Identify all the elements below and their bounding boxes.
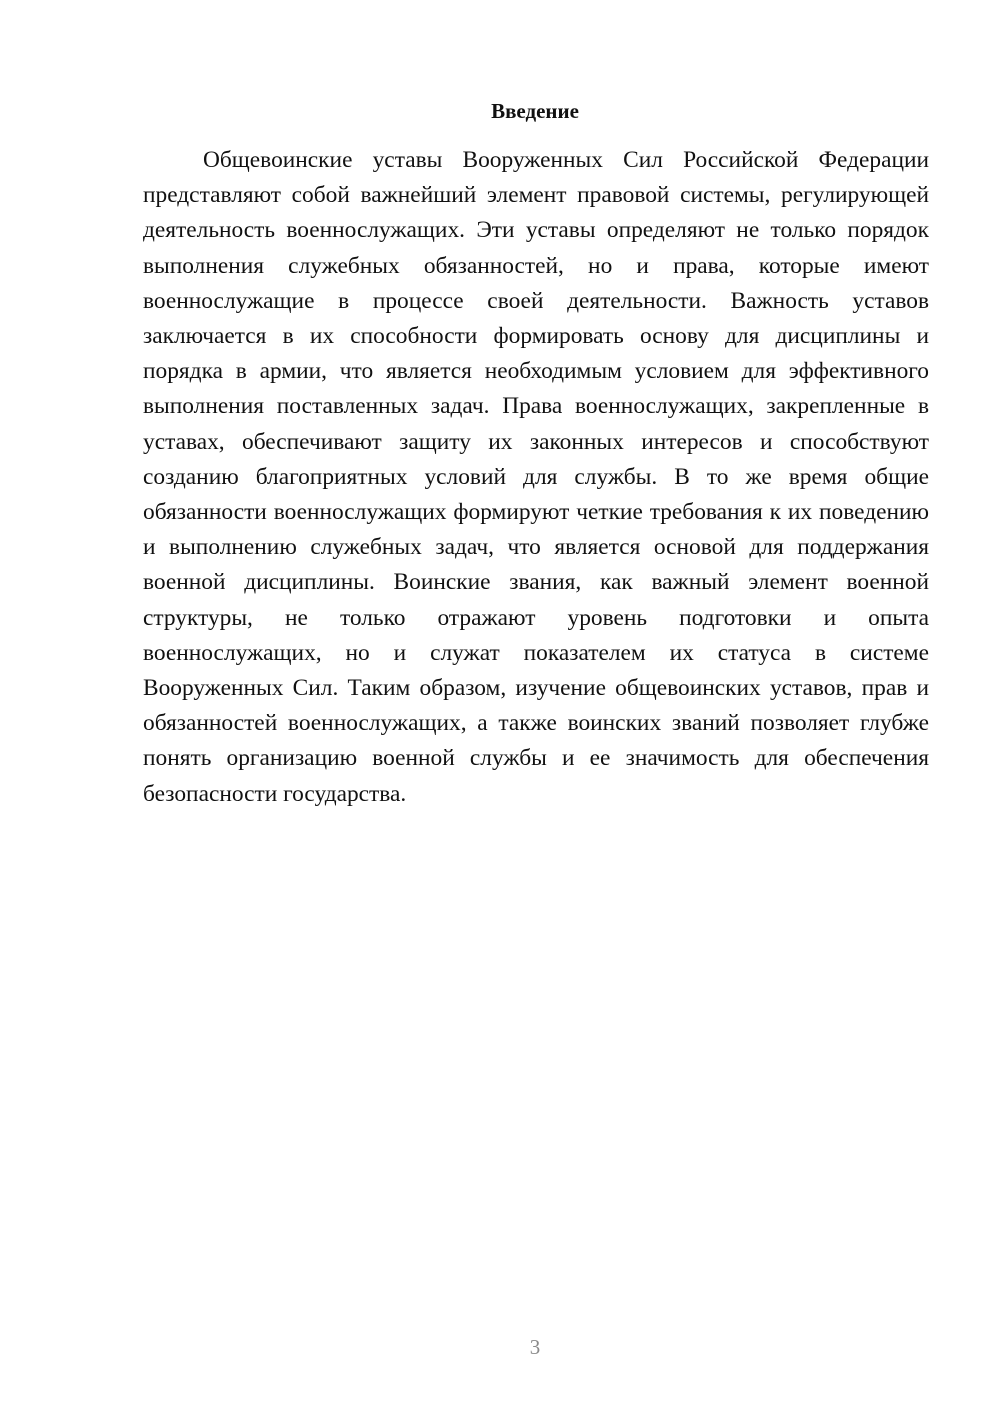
body-paragraph: Общевоинские уставы Вооруженных Сил Российской Федерации представляют собой важнейший элемент правовой системы, регулирующей деятельность военнослужащих. Эти уставы определяют не только порядок выполнения служебных обязанностей, но и права, которые имеют военнослужащие в процессе своей деятельности. Важность уставов заключается в их способности формировать основу для дисциплины и порядка в армии, что является необходимым условием для эффективного выполнения поставленных задач. Права военнослужащих, закрепленные в уставах, обеспечивают защиту их законных интересов и способствуют созданию благоприятных условий для службы. В то же время общие обязанности военнослужащих формируют четкие требования к их поведению и выполнению служебных задач, что является основой для поддержания военной дисциплины. Воинские звания, как важный элемент военной структуры, не только отражают уровень подготовки и опыта военнослужащих, но и служат показателем их статуса в системе Вооруженных Сил. Таким образом, изучение общевоинских уставов, прав и обязанностей военнослужащих, а также воинских званий позволяет глубже понять организацию военной службы и ее значимость для обеспечения безопасности государства. <box>143 147 929 807</box>
page-number: 3 <box>529 1335 541 1359</box>
section-heading: Введение <box>491 99 579 123</box>
